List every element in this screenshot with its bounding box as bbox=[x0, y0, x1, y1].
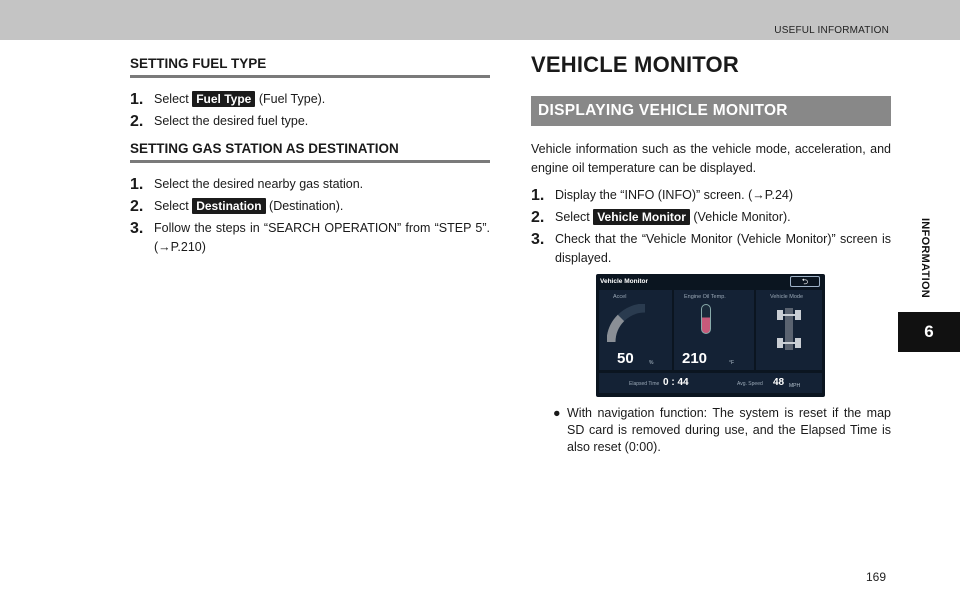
accel-value: 50 bbox=[617, 350, 634, 367]
back-button[interactable] bbox=[790, 276, 820, 287]
note-bullet: ● With navigation function: The system is reset if the map SD card is removed during use, and the Elapsed Time is also reset (0:00). bbox=[553, 406, 891, 454]
right-column bbox=[531, 52, 891, 456]
step-item: 1. Select Fuel Type (Fuel Type). bbox=[130, 91, 326, 108]
vehicle-drivetrain-icon bbox=[777, 304, 801, 354]
step-item: 2. Select the desired fuel type. bbox=[130, 113, 309, 130]
running-header: USEFUL INFORMATION bbox=[774, 25, 889, 36]
step-item: 1. Select the desired nearby gas station. bbox=[130, 176, 364, 193]
chapter-side-label: INFORMATION bbox=[919, 217, 931, 299]
avg-speed-label: Avg. Speed bbox=[737, 381, 763, 387]
elapsed-time-value: 0 : 44 bbox=[663, 377, 689, 388]
accel-panel bbox=[599, 290, 672, 370]
vehicle-monitor-button[interactable]: Vehicle Monitor bbox=[593, 209, 690, 225]
avg-speed-value: 48 bbox=[773, 377, 785, 388]
screen-title: Vehicle Monitor bbox=[600, 278, 649, 285]
chapter-tab[interactable]: 6 bbox=[898, 312, 960, 352]
step-item: 2. Select Vehicle Monitor (Vehicle Monitor). bbox=[531, 209, 791, 226]
vehicle-mode-label: Vehicle Mode bbox=[770, 294, 804, 300]
step-item: 1. Display the “INFO (INFO)” screen. (→P.24) bbox=[531, 187, 794, 204]
fuel-type-button[interactable]: Fuel Type bbox=[192, 91, 255, 107]
thermometer-icon bbox=[701, 304, 711, 334]
vehicle-monitor-screenshot bbox=[596, 274, 825, 397]
oil-temp-unit: °F bbox=[729, 360, 735, 366]
oil-temp-label: Engine Oil Temp. bbox=[684, 294, 726, 300]
vehicle-mode-panel bbox=[756, 290, 822, 370]
section-heading-fuel-type: SETTING FUEL TYPE bbox=[130, 56, 490, 78]
section-bar-heading: DISPLAYING VEHICLE MONITOR bbox=[531, 96, 891, 126]
accel-label: Accel bbox=[613, 294, 627, 300]
avg-speed-unit: MPH bbox=[789, 383, 801, 389]
accel-gauge-icon bbox=[607, 304, 647, 344]
oil-temp-value: 210 bbox=[682, 350, 708, 367]
oil-temp-panel bbox=[674, 290, 754, 370]
page-number: 169 bbox=[866, 570, 887, 584]
accel-unit: % bbox=[649, 360, 654, 366]
accel-gauge-fill bbox=[611, 318, 621, 342]
step-item: 3. Check that the “Vehicle Monitor (Vehicle Monitor)” screen is displayed. bbox=[531, 231, 891, 265]
step-item: 3. Follow the steps in “SEARCH OPERATION” from “STEP 5”. (→P.210) bbox=[130, 220, 490, 254]
destination-button[interactable]: Destination bbox=[192, 198, 265, 214]
left-column bbox=[130, 56, 490, 260]
step-item: 2. Select Destination (Destination). bbox=[130, 198, 344, 215]
back-arrow-icon: ⮌ bbox=[801, 276, 809, 286]
elapsed-time-label: Elapsed Time bbox=[629, 381, 660, 387]
page-title: VEHICLE MONITOR bbox=[531, 52, 739, 77]
summary-bar bbox=[599, 373, 822, 393]
section-heading-gas-station: SETTING GAS STATION AS DESTINATION bbox=[130, 141, 490, 163]
bullet-dot-icon: ● bbox=[553, 406, 561, 420]
intro-paragraph: Vehicle information such as the vehicle mode, acceleration, and engine oil temperature can be displayed. bbox=[531, 142, 891, 175]
